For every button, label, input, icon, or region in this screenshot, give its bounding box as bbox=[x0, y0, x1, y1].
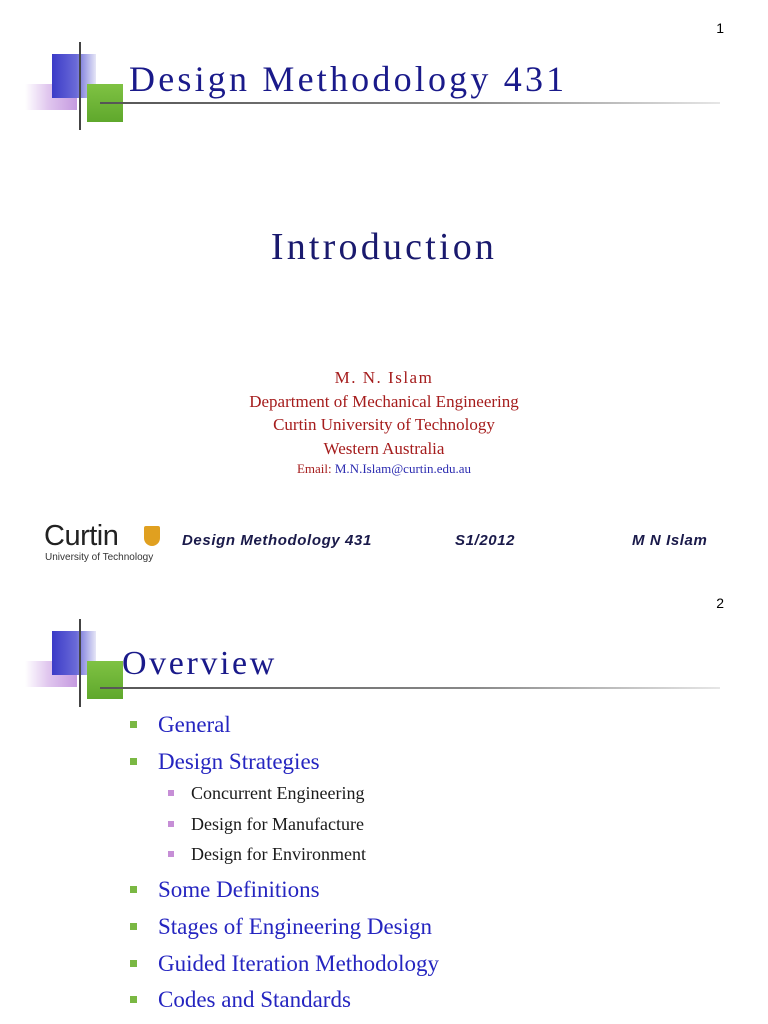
slide-subtitle: Introduction bbox=[270, 226, 498, 268]
sub-list-item bbox=[168, 814, 364, 835]
title-underline bbox=[100, 102, 720, 104]
list-item bbox=[130, 951, 439, 977]
bullet-square-icon bbox=[130, 996, 137, 1003]
list-item-label: Some Definitions bbox=[158, 877, 320, 902]
bullet-square-icon bbox=[130, 758, 137, 765]
author-block bbox=[0, 366, 768, 478]
author-email-line bbox=[0, 460, 768, 478]
footer-author: M N Islam bbox=[632, 532, 708, 549]
sub-list-item bbox=[168, 844, 366, 865]
footer-course: Design Methodology 431 bbox=[182, 532, 372, 549]
title-decoration-icon bbox=[25, 619, 135, 709]
bullet-square-icon bbox=[130, 960, 137, 967]
list-item bbox=[130, 877, 320, 903]
curtin-logo-subtitle: University of Technology bbox=[45, 552, 154, 563]
list-item-label: Concurrent Engineering bbox=[191, 783, 365, 803]
title-decoration-icon bbox=[25, 42, 135, 132]
author-university: Curtin University of Technology bbox=[273, 415, 495, 434]
crest-icon bbox=[144, 526, 160, 546]
list-item-label: Design for Manufacture bbox=[191, 814, 364, 834]
bullet-square-icon bbox=[130, 721, 137, 728]
bullet-square-icon bbox=[168, 851, 174, 857]
bullet-square-icon bbox=[168, 790, 174, 796]
list-item-label: Codes and Standards bbox=[158, 987, 351, 1012]
author-department: Department of Mechanical Engineering bbox=[249, 391, 519, 411]
slide-title: Design Methodology 431 bbox=[129, 59, 568, 99]
bullet-square-icon bbox=[130, 886, 137, 893]
author-location: Western Australia bbox=[323, 438, 445, 458]
bullet-square-icon bbox=[130, 923, 137, 930]
sub-list-item bbox=[168, 783, 364, 804]
footer-semester: S1/2012 bbox=[455, 532, 516, 549]
curtin-logo bbox=[44, 522, 174, 566]
bullet-square-icon bbox=[168, 821, 174, 827]
list-item-label: Design for Environment bbox=[191, 844, 366, 864]
list-item-label: Design Strategies bbox=[158, 749, 320, 774]
list-item bbox=[130, 987, 351, 1013]
author-name: M. N. Islam bbox=[334, 368, 434, 387]
slide-2 bbox=[0, 585, 768, 1024]
list-item-label: Stages of Engineering Design bbox=[158, 914, 433, 939]
list-item bbox=[130, 914, 432, 940]
curtin-logo-word: Curtin bbox=[44, 520, 119, 552]
list-item bbox=[130, 749, 320, 775]
list-item bbox=[130, 712, 231, 738]
page-number: 2 bbox=[716, 595, 724, 611]
list-item-label: General bbox=[158, 712, 231, 737]
list-item-label: Guided Iteration Methodology bbox=[158, 951, 440, 976]
email-link[interactable]: M.N.Islam@curtin.edu.au bbox=[334, 461, 472, 476]
email-label: Email: bbox=[296, 461, 332, 476]
page-number: 1 bbox=[716, 20, 724, 36]
slide-title: Overview bbox=[122, 645, 277, 682]
title-underline bbox=[100, 687, 720, 689]
